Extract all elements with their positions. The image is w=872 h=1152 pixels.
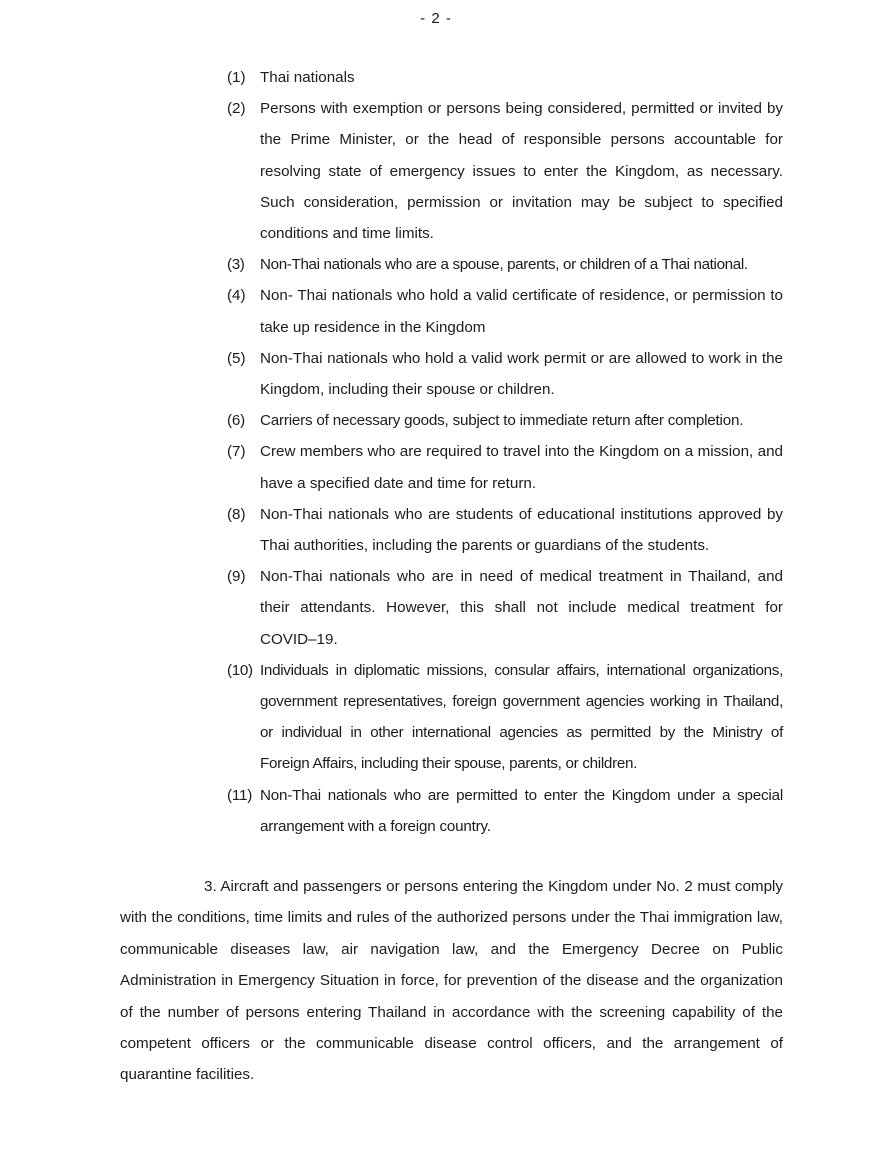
- list-item: [227, 93, 783, 249]
- list-item: [227, 405, 783, 436]
- list-item-text: Thai nationals: [260, 69, 355, 86]
- list-item: [227, 780, 783, 842]
- list-item-text: Crew members who are required to travel into the Kingdom on a mission, and have a specified date and time for return.: [260, 443, 783, 492]
- list-item-number: (3): [227, 256, 245, 274]
- list-item-number: (4): [227, 287, 246, 305]
- list-item-number: (8): [227, 505, 246, 523]
- list-item-text: Non- Thai nationals who hold a valid certificate of residence, or permission to take up residence in the Kingdom: [260, 287, 783, 336]
- list-item-text: Non-Thai nationals who are students of educational institutions approved by Thai authorities, including the parents or guardians of the students.: [260, 505, 783, 555]
- list-item-text: Individuals in diplomatic missions, consular affairs, international organizations, government representatives, foreign government agencies working in Thailand, or individual in other international agencies as permitted by the Ministry of Foreign Affairs, including their spouse, parents, or children.: [260, 661, 783, 773]
- list-item-number: (1): [227, 69, 246, 86]
- list-item-number: (5): [227, 349, 246, 367]
- list-item: [227, 499, 783, 561]
- list-item-text: Carriers of necessary goods, subject to immediate return after completion.: [260, 412, 744, 430]
- list-item-text: Non-Thai nationals who are in need of medical treatment in Thailand, and their attendants. However, this shall not include medical treatment for COVID–19.: [260, 568, 783, 648]
- list-item-text: Persons with exemption or persons being considered, permitted or invited by the Prime Minister, or the head of responsible persons accountable for resolving state of emergency issues to enter the Kingdom, as necessary. Such consideration, permission or invitation may be subject to specified conditions and time limits.: [260, 100, 783, 243]
- list-item-number: (7): [227, 443, 246, 461]
- paragraph-3: 3. Aircraft and passengers or persons entering the Kingdom under No. 2 must comply with the conditions, time limits and rules of the authorized persons under the Thai immigration law, communicable diseases law, air navigation law, and the Emergency Decree on Public Administration in Emergency Situation in force, for prevention of the disease and the organization of the number of persons entering Thailand in accordance with the screening capability of the competent officers or the communicable disease control officers, and the arrangement of quarantine facilities.: [120, 878, 783, 1084]
- list-item: [227, 249, 783, 280]
- list-item-number: (2): [227, 100, 246, 118]
- list-item-number: (10): [227, 661, 253, 679]
- list-item: [227, 436, 783, 498]
- list-item: [227, 561, 783, 655]
- list-item: [227, 655, 783, 780]
- list-item: [227, 280, 783, 342]
- list-item: [227, 343, 783, 405]
- list-item-number: (11): [227, 786, 253, 804]
- list-item-text: Non-Thai nationals who hold a valid work permit or are allowed to work in the Kingdom, including their spouse or children.: [260, 349, 783, 399]
- list-item-text: Non-Thai nationals who are permitted to enter the Kingdom under a special arrangement with a foreign country.: [260, 786, 783, 835]
- page-number: - 2 -: [420, 10, 452, 27]
- list-item-number: (9): [227, 568, 246, 586]
- eligible-persons-list: [227, 62, 783, 842]
- list-item-text: Non-Thai nationals who are a spouse, parents, or children of a Thai national.: [260, 256, 748, 274]
- list-item-number: (6): [227, 412, 245, 430]
- list-item: [227, 62, 783, 93]
